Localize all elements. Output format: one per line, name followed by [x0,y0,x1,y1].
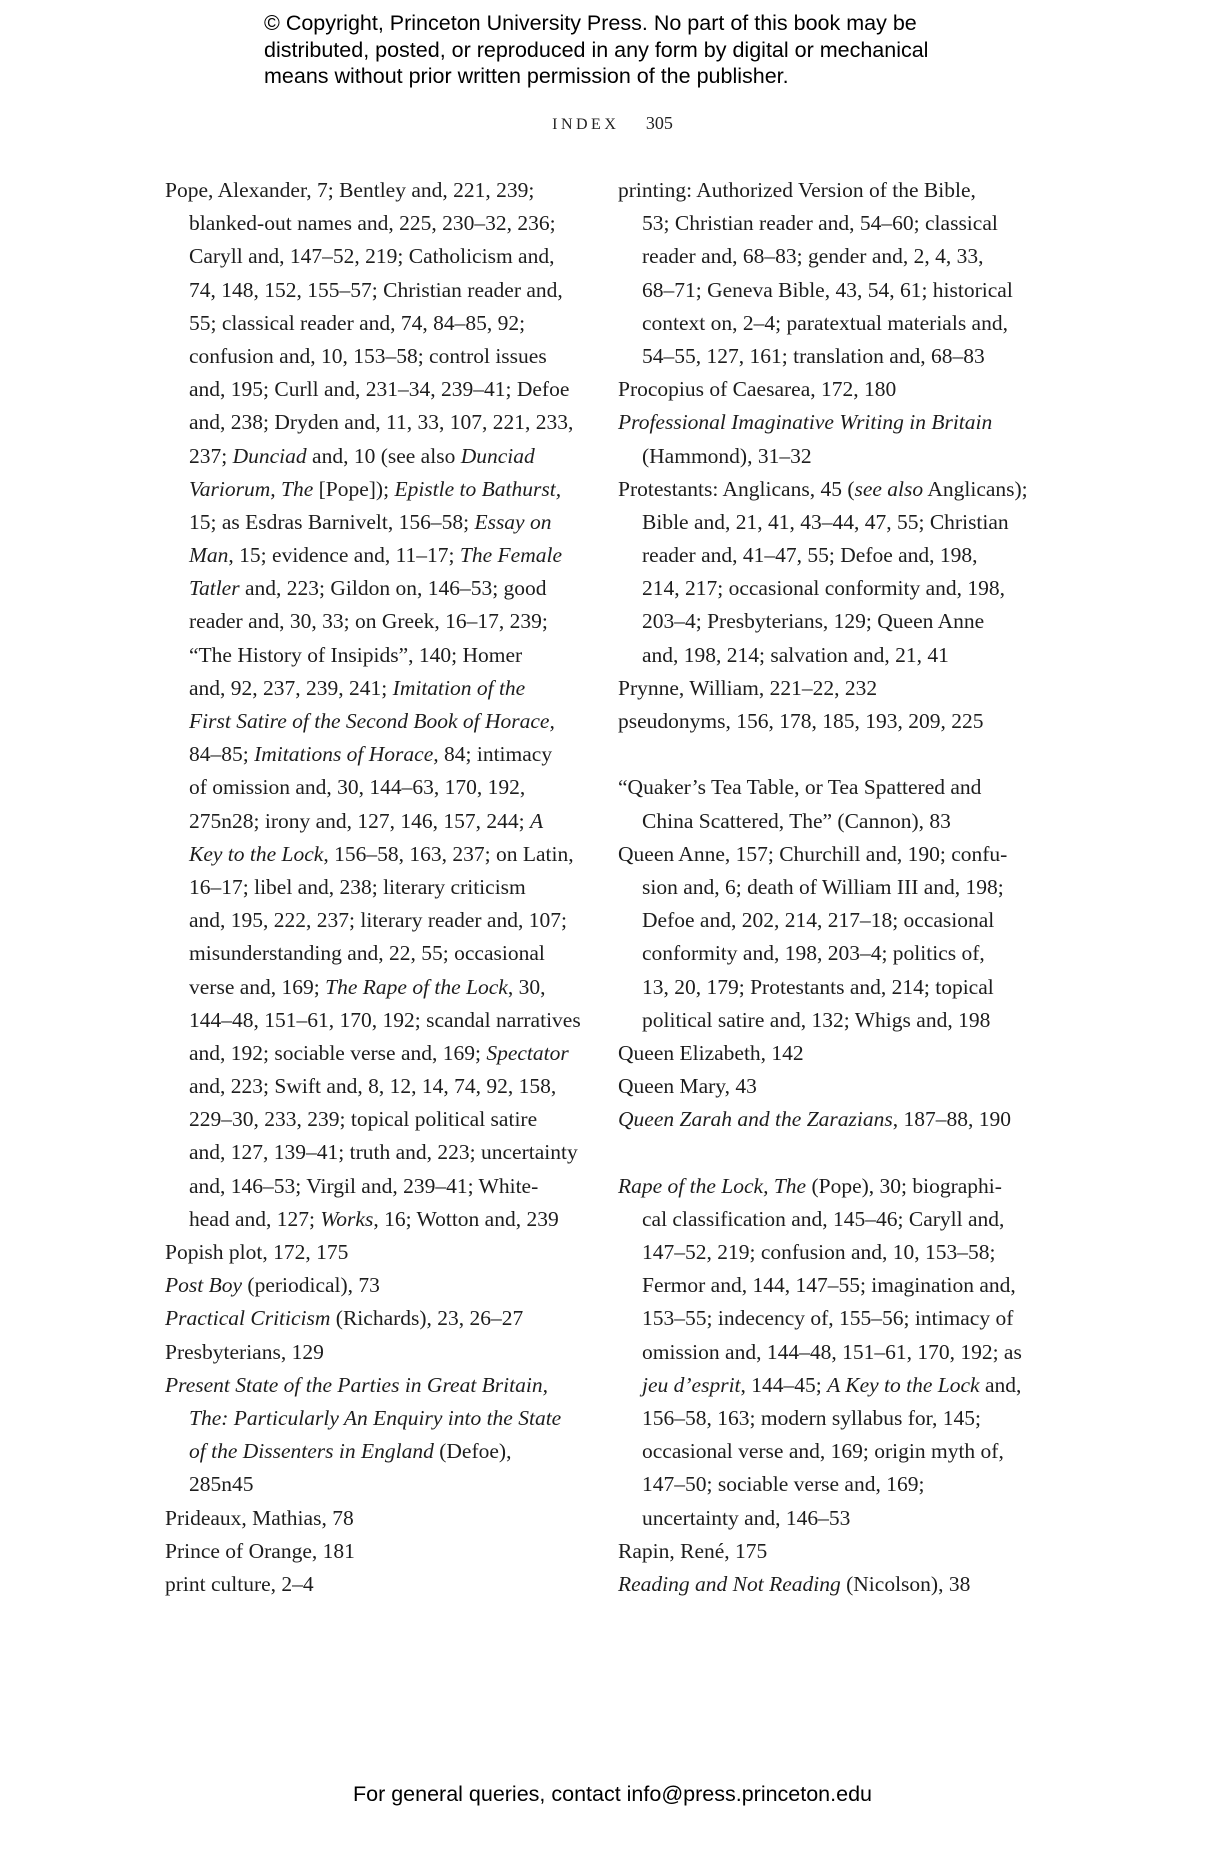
entry-text: 15; as Esdras Barnivelt, 156–58; [189,509,475,534]
entry-text: and, 92, 237, 239, 241; [189,675,393,700]
index-entry-line [165,572,585,605]
index-entry [618,1103,1048,1136]
page-number: 305 [645,113,673,133]
index-entry-line [618,1070,1048,1103]
entry-title-italic: First Satire of the Second Book of Horace, [189,709,555,733]
entry-title-italic: Dunciad [232,443,307,468]
entry-title-italic: Queen Zarah and the Zarazians [618,1107,893,1132]
entry-text: 53; Christian reader and, 54–60; classical [642,211,998,236]
entry-title-italic: The Female [459,543,562,568]
entry-text: , 15; evidence and, 11–17; [228,543,460,568]
entry-text: , 16; Wotton and, 239 [373,1206,559,1231]
entry-text: reader and, 30, 33; on Greek, 16–17, 239; [189,609,548,634]
index-entry [165,1502,585,1535]
entry-text: confusion and, 10, 153–58; control issues [189,343,547,368]
entry-text: Prince of Orange, 181 [165,1538,355,1563]
entry-title-italic: Present State of the Parties in Great Britain, [165,1372,548,1397]
section-label: INDEX [552,116,620,133]
index-entry-line [165,1468,585,1501]
entry-title-italic: Variorum, The [189,476,314,501]
copyright-notice [264,10,928,90]
index-entry [618,1170,1048,1535]
index-entry [165,1369,585,1502]
index-entry-line [618,838,1048,871]
index-entry-line [618,937,1048,970]
entry-text: Fermor and, 144, 147–55; imagination and, [642,1273,1016,1298]
entry-text: (Nicolson), 38 [840,1571,971,1596]
entry-text: uncertainty and, 146–53 [642,1505,851,1530]
index-entry-line [618,1468,1048,1501]
entry-text: occasional verse and, 169; origin myth of, [642,1439,1004,1464]
entry-text: Anglicans); [923,476,1028,501]
entry-title-italic: Spectator [486,1040,569,1065]
index-entry-line [618,440,1048,473]
entry-text: political satire and, 132; Whigs and, 198 [642,1007,991,1032]
index-entry-line [618,1435,1048,1468]
index-entry-line [618,1535,1048,1568]
entry-title-italic: Reading and Not Reading [618,1571,841,1596]
entry-text: omission and, 144–48, 151–61, 170, 192; as [642,1339,1022,1364]
index-entry-line [618,1369,1048,1402]
index-entry [618,838,1048,1037]
entry-text: (Hammond), 31–32 [642,443,812,468]
index-entry-line [618,539,1048,572]
entry-text: 153–55; indecency of, 155–56; intimacy of [642,1306,1014,1331]
index-entry-line [618,174,1048,207]
entry-text: Bible and, 21, 41, 43–44, 47, 55; Christian [642,509,1009,534]
index-entry-line [165,937,585,970]
entry-text: Presbyterians, 129 [165,1339,324,1364]
entry-text: Procopius of Caesarea, 172, 180 [618,377,897,402]
index-entry-line [165,705,585,738]
entry-text: and, 223; Swift and, 8, 12, 14, 74, 92, 158, [189,1074,557,1099]
entry-text: and, 192; sociable verse and, 169; [189,1040,487,1065]
entry-text: and, 146–53; Virgil and, 239–41; White- [189,1173,539,1198]
index-entry-line [165,340,585,373]
index-entry-line [618,373,1048,406]
index-entry-line [165,1037,585,1070]
entry-text: 54–55, 127, 161; translation and, 68–83 [642,343,985,368]
entry-text: (Pope), 30; biographi- [806,1173,1002,1198]
index-entry-line [618,572,1048,605]
index-entry-line [618,1203,1048,1236]
index-entry-line [618,605,1048,638]
entry-title-italic: Post Boy [165,1273,243,1298]
index-entry-line [618,705,1048,738]
entry-title-italic: Epistle to Bathurst, [394,476,562,501]
index-entry [165,1302,585,1335]
index-entry [618,174,1048,373]
copyright-line: means without prior written permission of the publisher. [264,64,789,88]
entry-text: of omission and, 30, 144–63, 170, 192, [189,775,526,800]
entry-text: sion and, 6; death of William III and, 198; [642,874,1004,899]
entry-text: misunderstanding and, 22, 55; occasional [189,941,545,966]
index-entry [165,1535,585,1568]
index-entry-line [618,1236,1048,1269]
index-entry-line [618,506,1048,539]
index-entry-line [165,1336,585,1369]
index-entry-line [165,1402,585,1435]
index-entry-line [618,1004,1048,1037]
index-entry-line [165,440,585,473]
entry-title-italic: Professional Imaginative Writing in Britain [618,410,993,435]
entry-text: Pope, Alexander, 7; Bentley and, 221, 239; [165,178,535,202]
entry-text: reader and, 68–83; gender and, 2, 4, 33, [642,244,984,269]
index-entry-line [618,406,1048,439]
entry-text: 84–85; [189,742,255,767]
index-entry-line [618,871,1048,904]
index-entry [165,174,585,1236]
entry-text: Queen Elizabeth, 142 [618,1040,804,1065]
entry-text: “The History of Insipids”, 140; Homer [189,642,523,667]
entry-text: Queen Mary, 43 [618,1074,757,1099]
entry-text: and, 238; Dryden and, 11, 33, 107, 221, 233, [189,410,574,435]
entry-text: 74, 148, 152, 155–57; Christian reader and, [189,277,563,302]
index-entry [165,1269,585,1302]
index-entry-line [618,274,1048,307]
index-entry-line [165,1302,585,1335]
entry-title-italic: Rape of the Lock, The [618,1173,807,1198]
index-entry-line [618,1269,1048,1302]
index-entry-line [165,406,585,439]
entry-title-italic: Works [320,1206,374,1231]
entry-text: 214, 217; occasional conformity and, 198, [642,576,1006,601]
index-entry-line [165,506,585,539]
entry-title-italic: Imitation of the [392,675,526,700]
index-entry [165,1236,585,1269]
index-entry-line [618,1037,1048,1070]
index-entry-line [618,1568,1048,1601]
index-entry [618,705,1048,738]
entry-text: , 30, [507,974,546,999]
index-entry-line [165,672,585,705]
index-entry-line [618,1402,1048,1435]
entry-title-italic: of the Dissenters in England [189,1439,434,1464]
entry-text: reader and, 41–47, 55; Defoe and, 198, [642,543,978,568]
index-entry-line [165,1004,585,1037]
entry-text: head and, 127; [189,1206,321,1231]
entry-text: 237; [189,443,233,468]
entry-title-italic: A [530,808,544,833]
index-entry-line [165,1203,585,1236]
index-entry-line [165,871,585,904]
index-entry [618,406,1048,472]
entry-title-italic: Essay on [474,509,552,534]
index-entry-line [165,473,585,506]
index-entry-line [165,174,585,207]
index-entry [618,473,1048,672]
entry-text: 285n45 [189,1472,254,1497]
entry-title-italic: The: Particularly An Enquiry into the State [189,1405,562,1430]
index-entry-line [165,1103,585,1136]
index-entry-line [618,1302,1048,1335]
index-entry-line [165,1136,585,1169]
entry-title-italic: A Key to the Lock [827,1372,980,1397]
index-entry-line [165,1568,585,1601]
entry-text: cal classification and, 145–46; Caryll and, [642,1206,1005,1231]
entry-text: 144–48, 151–61, 170, 192; scandal narratives [189,1007,581,1032]
entry-text: conformity and, 198, 203–4; politics of, [642,941,985,966]
entry-text: Queen Anne, 157; Churchill and, 190; confu- [618,841,1008,866]
entry-text: Rapin, René, 175 [618,1538,768,1563]
entry-title-italic: jeu d’esprit [642,1372,741,1397]
index-entry-line [165,1236,585,1269]
index-entry-line [165,1369,585,1402]
index-entry-line [618,240,1048,273]
entry-text: print culture, 2–4 [165,1571,314,1596]
index-entry-line [165,639,585,672]
index-entry-line [618,639,1048,672]
copyright-line: distributed, posted, or reproduced in any form by digital or mechanical [264,37,929,62]
entry-text: 147–50; sociable verse and, 169; [642,1472,925,1497]
entry-title-italic: Imitations of Horace, [254,742,439,767]
index-entry-line [618,904,1048,937]
index-column-right [618,174,1048,1601]
copyright-line: © Copyright, Princeton University Press. No part of this book may be [264,11,917,35]
index-entry-line [618,207,1048,240]
entry-text: Popish plot, 172, 175 [165,1240,349,1264]
entry-text: China Scattered, The” (Cannon), 83 [642,808,951,833]
entry-title-italic: Dunciad [460,443,535,468]
index-entry-line [165,1535,585,1568]
index-entry-line [165,838,585,871]
entry-text: and, [979,1372,1022,1397]
entry-text: 275n28; irony and, 127, 146, 157, 244; [189,808,530,833]
entry-text: 84; intimacy [438,742,553,767]
entry-text: , 144–45; [740,1372,828,1397]
letter-group-gap [618,738,1048,771]
index-entry [618,373,1048,406]
entry-text: and, 195; Curll and, 231–34, 239–41; Defoe [189,377,570,402]
index-entry-line [165,805,585,838]
index-entry-line [165,274,585,307]
entry-text: , 156–58, 163, 237; on Latin, [323,841,574,866]
index-entry [618,771,1048,837]
entry-text: 147–52, 219; confusion and, 10, 153–58; [642,1240,996,1264]
letter-group-gap [618,1136,1048,1169]
index-entry-line [165,1170,585,1203]
index-entry-line [165,307,585,340]
index-entry-line [618,1502,1048,1535]
entry-title-italic: Tatler [189,576,240,601]
entry-text: 68–71; Geneva Bible, 43, 54, 61; historical [642,277,1013,302]
entry-text: printing: Authorized Version of the Bible, [618,178,976,202]
entry-text: 156–58, 163; modern syllabus for, 145; [642,1405,981,1430]
index-entry-line [165,207,585,240]
index-entry-line [618,307,1048,340]
index-entry-line [165,1435,585,1468]
running-head [0,113,1225,134]
entry-title-italic: Practical Criticism [165,1306,331,1331]
index-entry [618,1037,1048,1070]
index-entry [165,1568,585,1601]
entry-text: (Richards), 23, 26–27 [330,1306,524,1331]
entry-text: blanked-out names and, 225, 230–32, 236; [189,211,556,236]
entry-text: 13, 20, 179; Protestants and, 214; topical [642,974,994,999]
entry-text: Caryll and, 147–52, 219; Catholicism and, [189,244,555,269]
entry-text: 203–4; Presbyterians, 129; Queen Anne [642,609,985,634]
entry-text: and, 195, 222, 237; literary reader and, 107; [189,908,567,933]
index-entry [618,1568,1048,1601]
entry-title-italic: Man [189,543,229,568]
entry-title-italic: The Rape of the Lock [325,974,508,999]
entry-text: verse and, 169; [189,974,326,999]
index-entry-line [618,672,1048,705]
entry-text: [Pope]); [313,476,395,501]
index-entry-line [165,738,585,771]
entry-text: Prideaux, Mathias, 78 [165,1505,354,1530]
index-entry-line [618,1336,1048,1369]
index-entry-line [165,971,585,1004]
index-entry-line [165,605,585,638]
index-entry [618,1070,1048,1103]
entry-text: , 187–88, 190 [892,1107,1011,1132]
index-entry-line [618,805,1048,838]
entry-text: Protestants: Anglicans, 45 ( [618,476,855,501]
index-entry-line [165,904,585,937]
index-entry-line [165,1070,585,1103]
entry-text: (Defoe), [433,1439,512,1464]
index-column-left [165,174,585,1601]
index-entry-line [618,771,1048,804]
index-entry-line [618,971,1048,1004]
entry-title-italic: see also [854,476,924,501]
entry-text: 55; classical reader and, 74, 84–85, 92; [189,310,526,335]
entry-text: 16–17; libel and, 238; literary criticism [189,874,526,899]
index-entry-line [165,1269,585,1302]
entry-text: Defoe and, 202, 214, 217–18; occasional [642,908,995,933]
entry-text: pseudonyms, 156, 178, 185, 193, 209, 225 [618,709,984,733]
index-entry [618,1535,1048,1568]
index-entry-line [165,539,585,572]
entry-text: and, 10 (see also [306,443,461,468]
index-entry [618,672,1048,705]
index-entry-line [618,340,1048,373]
entry-text: and, 127, 139–41; truth and, 223; uncertainty [189,1140,578,1165]
index-entry-line [165,373,585,406]
entry-text: and, 198, 214; salvation and, 21, 41 [642,642,949,667]
index-entry-line [618,1103,1048,1136]
index-entry-line [618,1170,1048,1203]
index-entry-line [165,771,585,804]
entry-text: and, 223; Gildon on, 146–53; good [239,576,547,601]
index-entry-line [165,240,585,273]
entry-text: Prynne, William, 221–22, 232 [618,675,878,700]
entry-text: (periodical), 73 [242,1273,380,1298]
footer-contact: For general queries, contact info@press.princeton.edu [352,1782,872,1806]
index-entry-line [618,473,1048,506]
entry-title-italic: Key to the Lock [189,841,324,866]
entry-text: “Quaker’s Tea Table, or Tea Spattered and [618,775,982,800]
index-entry [165,1336,585,1369]
entry-text: context on, 2–4; paratextual materials and, [642,310,1008,335]
index-entry-line [165,1502,585,1535]
entry-text: 229–30, 233, 239; topical political satire [189,1107,538,1132]
